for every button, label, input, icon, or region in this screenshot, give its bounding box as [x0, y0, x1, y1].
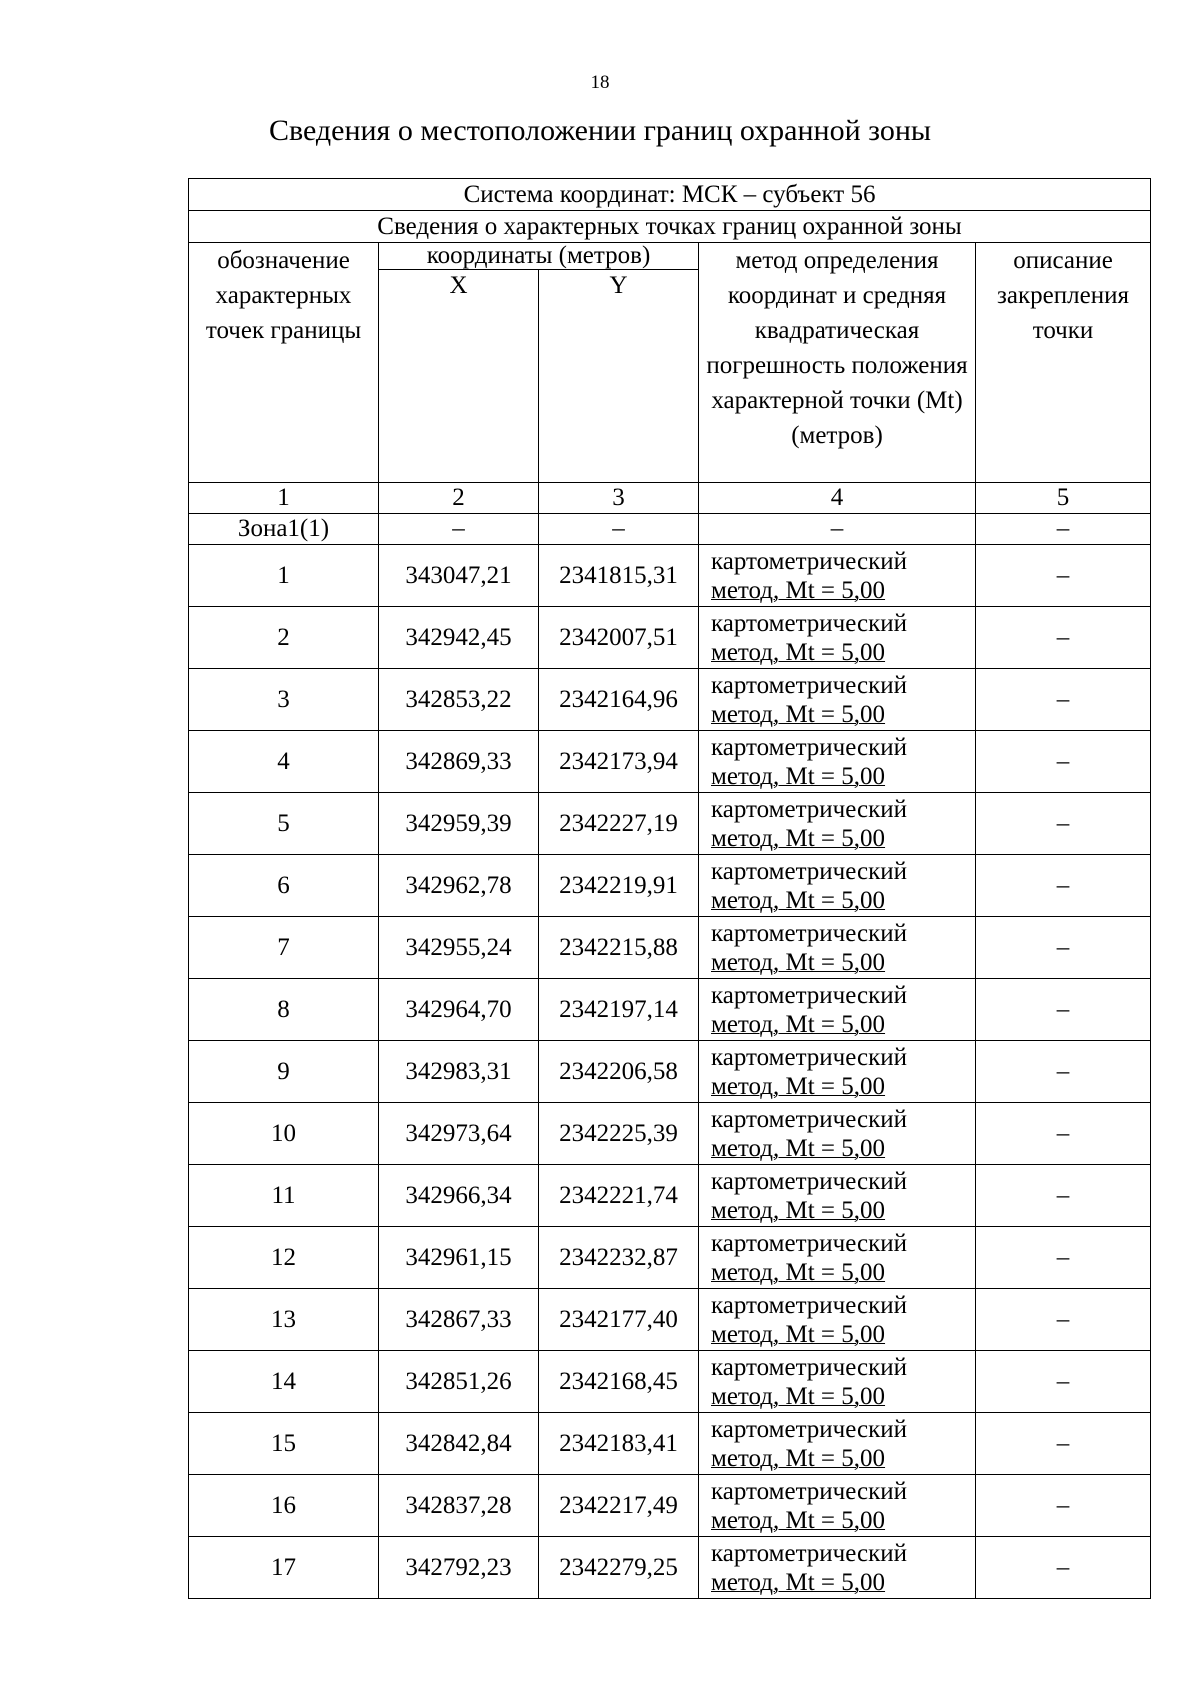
point-method	[699, 607, 976, 669]
method-line-2: метод, Mt = 5,00	[711, 1320, 886, 1348]
point-description: –	[976, 1413, 1151, 1475]
point-method	[699, 1413, 976, 1475]
method-line-1: картометрический	[711, 919, 907, 947]
table-row	[189, 1103, 1151, 1165]
point-y: 2342183,41	[539, 1413, 699, 1475]
zone-method: –	[699, 514, 976, 545]
zone-y: –	[539, 514, 699, 545]
point-x: 342867,33	[379, 1289, 539, 1351]
point-description: –	[976, 1103, 1151, 1165]
table-row	[189, 607, 1151, 669]
table-row	[189, 1351, 1151, 1413]
table-subtitle-row	[189, 211, 1151, 243]
point-x: 342792,23	[379, 1537, 539, 1599]
point-description: –	[976, 1227, 1151, 1289]
point-y: 2341815,31	[539, 545, 699, 607]
method-line-2: метод, Mt = 5,00	[711, 1568, 886, 1596]
method-line-1: картометрический	[711, 1229, 907, 1257]
method-line-1: картометрический	[711, 1105, 907, 1133]
method-line-1: картометрический	[711, 1415, 907, 1443]
method-line-1: картометрический	[711, 1539, 907, 1567]
method-line-1: картометрический	[711, 1167, 907, 1195]
point-number: 1	[189, 545, 379, 607]
coordinate-system-cell: Система координат: МСК – субъект 56	[189, 179, 1151, 211]
point-x: 342837,28	[379, 1475, 539, 1537]
point-number: 17	[189, 1537, 379, 1599]
point-x: 342842,84	[379, 1413, 539, 1475]
point-method	[699, 793, 976, 855]
method-line-2: метод, Mt = 5,00	[711, 1010, 886, 1038]
header-row	[189, 243, 1151, 270]
point-number: 13	[189, 1289, 379, 1351]
point-x: 342955,24	[379, 917, 539, 979]
point-y: 2342215,88	[539, 917, 699, 979]
point-description: –	[976, 917, 1151, 979]
coordinates-table-body	[189, 179, 1151, 1599]
table-row	[189, 1165, 1151, 1227]
point-description: –	[976, 1475, 1151, 1537]
point-description: –	[976, 793, 1151, 855]
method-line-2: метод, Mt = 5,00	[711, 886, 886, 914]
table-row	[189, 1289, 1151, 1351]
point-method	[699, 1475, 976, 1537]
point-method	[699, 1103, 976, 1165]
table-row	[189, 1537, 1151, 1599]
point-number: 15	[189, 1413, 379, 1475]
point-x: 342966,34	[379, 1165, 539, 1227]
table-subtitle-cell: Сведения о характерных точках границ охранной зоны	[189, 211, 1151, 243]
point-description: –	[976, 855, 1151, 917]
zone-label: Зона1(1)	[189, 514, 379, 545]
header-designation: обозначение характерных точек границы	[189, 243, 379, 483]
point-y: 2342206,58	[539, 1041, 699, 1103]
point-description: –	[976, 1537, 1151, 1599]
point-description: –	[976, 669, 1151, 731]
method-line-2: метод, Mt = 5,00	[711, 1072, 886, 1100]
point-method	[699, 545, 976, 607]
point-number: 6	[189, 855, 379, 917]
zone-x: –	[379, 514, 539, 545]
method-line-1: картометрический	[711, 1353, 907, 1381]
header-coordinates: координаты (метров)	[379, 243, 699, 270]
column-number: 5	[976, 483, 1151, 514]
table-row	[189, 1475, 1151, 1537]
point-method	[699, 917, 976, 979]
point-description: –	[976, 731, 1151, 793]
point-y: 2342007,51	[539, 607, 699, 669]
point-number: 7	[189, 917, 379, 979]
method-line-1: картометрический	[711, 609, 907, 637]
point-number: 11	[189, 1165, 379, 1227]
method-line-2: метод, Mt = 5,00	[711, 824, 886, 852]
point-x: 342869,33	[379, 731, 539, 793]
point-y: 2342221,74	[539, 1165, 699, 1227]
point-method	[699, 669, 976, 731]
point-method	[699, 731, 976, 793]
point-x: 342983,31	[379, 1041, 539, 1103]
column-number: 3	[539, 483, 699, 514]
point-y: 2342219,91	[539, 855, 699, 917]
point-x: 342959,39	[379, 793, 539, 855]
method-line-2: метод, Mt = 5,00	[711, 1196, 886, 1224]
method-line-2: метод, Mt = 5,00	[711, 638, 886, 666]
method-line-1: картометрический	[711, 857, 907, 885]
method-line-2: метод, Mt = 5,00	[711, 1258, 886, 1286]
header-method: метод определения координат и средняя квадратическая погрешность положения характерной точки (Mt) (метров)	[699, 243, 976, 483]
table-row	[189, 545, 1151, 607]
method-line-2: метод, Mt = 5,00	[711, 1134, 886, 1162]
point-x: 342851,26	[379, 1351, 539, 1413]
table-row	[189, 917, 1151, 979]
method-line-1: картометрический	[711, 733, 907, 761]
point-description: –	[976, 1289, 1151, 1351]
point-y: 2342177,40	[539, 1289, 699, 1351]
method-line-1: картометрический	[711, 671, 907, 699]
point-x: 342964,70	[379, 979, 539, 1041]
point-number: 14	[189, 1351, 379, 1413]
method-line-2: метод, Mt = 5,00	[711, 1444, 886, 1472]
point-number: 5	[189, 793, 379, 855]
method-line-2: метод, Mt = 5,00	[711, 576, 886, 604]
table-row	[189, 1227, 1151, 1289]
point-x: 343047,21	[379, 545, 539, 607]
point-method	[699, 1227, 976, 1289]
point-number: 16	[189, 1475, 379, 1537]
point-method	[699, 1537, 976, 1599]
point-y: 2342217,49	[539, 1475, 699, 1537]
point-description: –	[976, 607, 1151, 669]
point-number: 3	[189, 669, 379, 731]
point-y: 2342232,87	[539, 1227, 699, 1289]
method-line-2: метод, Mt = 5,00	[711, 948, 886, 976]
point-number: 8	[189, 979, 379, 1041]
column-number: 1	[189, 483, 379, 514]
header-y: Y	[539, 270, 699, 483]
coordinates-table	[188, 178, 1151, 1599]
coordinate-system-row	[189, 179, 1151, 211]
point-method	[699, 1289, 976, 1351]
method-line-2: метод, Mt = 5,00	[711, 762, 886, 790]
zone-row	[189, 514, 1151, 545]
point-y: 2342227,19	[539, 793, 699, 855]
point-description: –	[976, 979, 1151, 1041]
point-description: –	[976, 1041, 1151, 1103]
column-numbers-row	[189, 483, 1151, 514]
point-method	[699, 1351, 976, 1413]
method-line-1: картометрический	[711, 547, 907, 575]
table-row	[189, 793, 1151, 855]
point-y: 2342173,94	[539, 731, 699, 793]
header-description: описание закрепления точки	[976, 243, 1151, 483]
point-y: 2342225,39	[539, 1103, 699, 1165]
point-description: –	[976, 1165, 1151, 1227]
method-line-2: метод, Mt = 5,00	[711, 1382, 886, 1410]
table-row	[189, 979, 1151, 1041]
header-x: X	[379, 270, 539, 483]
point-method	[699, 1041, 976, 1103]
method-line-1: картометрический	[711, 1043, 907, 1071]
point-number: 2	[189, 607, 379, 669]
zone-description: –	[976, 514, 1151, 545]
point-x: 342962,78	[379, 855, 539, 917]
method-line-1: картометрический	[711, 981, 907, 1009]
column-number: 4	[699, 483, 976, 514]
point-number: 12	[189, 1227, 379, 1289]
method-line-1: картометрический	[711, 1291, 907, 1319]
table-row	[189, 1413, 1151, 1475]
point-x: 342973,64	[379, 1103, 539, 1165]
point-x: 342853,22	[379, 669, 539, 731]
point-method	[699, 1165, 976, 1227]
point-number: 10	[189, 1103, 379, 1165]
point-y: 2342168,45	[539, 1351, 699, 1413]
method-line-2: метод, Mt = 5,00	[711, 700, 886, 728]
point-number: 4	[189, 731, 379, 793]
point-description: –	[976, 545, 1151, 607]
point-y: 2342197,14	[539, 979, 699, 1041]
method-line-1: картометрический	[711, 1477, 907, 1505]
method-line-1: картометрический	[711, 795, 907, 823]
document-title: Сведения о местоположении границ охранной зоны	[268, 114, 932, 147]
point-method	[699, 855, 976, 917]
table-row	[189, 669, 1151, 731]
point-description: –	[976, 1351, 1151, 1413]
table-row	[189, 855, 1151, 917]
point-y: 2342164,96	[539, 669, 699, 731]
method-line-2: метод, Mt = 5,00	[711, 1506, 886, 1534]
point-y: 2342279,25	[539, 1537, 699, 1599]
column-number: 2	[379, 483, 539, 514]
page-number: 18	[590, 72, 610, 93]
table-row	[189, 731, 1151, 793]
table-row	[189, 1041, 1151, 1103]
point-x: 342961,15	[379, 1227, 539, 1289]
point-method	[699, 979, 976, 1041]
point-number: 9	[189, 1041, 379, 1103]
point-x: 342942,45	[379, 607, 539, 669]
